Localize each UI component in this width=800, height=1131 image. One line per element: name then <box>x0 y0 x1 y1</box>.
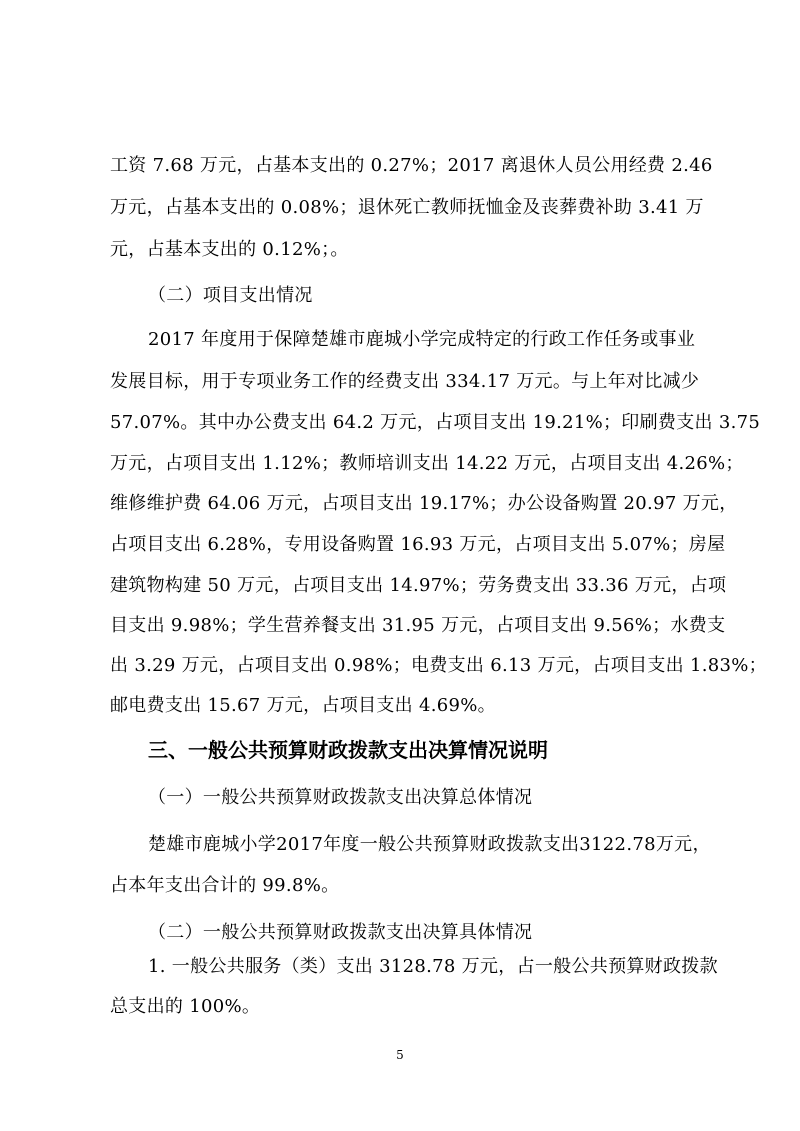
text-line: 占项目支出 6.28%，专用设备购置 16.93 万元，占项目支出 5.07%；房屋 <box>110 534 726 555</box>
text-line: 1. 一般公共服务（类）支出 3128.78 万元，占一般公共预算财政拨款 <box>148 956 718 977</box>
text-line: 总支出的 100%。 <box>110 996 261 1017</box>
text-line: 占本年支出合计的 99.8%。 <box>110 875 340 896</box>
text-line: 57.07%。其中办公费支出 64.2 万元，占项目支出 19.21%；印刷费支出 3.75 <box>110 412 761 433</box>
text-line: 万元，占项目支出 1.12%；教师培训支出 14.22 万元，占项目支出 4.26%； <box>110 453 744 474</box>
text-line: 2017 年度用于保障楚雄市鹿城小学完成特定的行政工作任务或事业 <box>148 329 696 350</box>
text-line: 建筑物构建 50 万元，占项目支出 14.97%；劳务费支出 33.36 万元，占项 <box>110 575 727 596</box>
text-line: 工资 7.68 万元，占基本支出的 0.27%；2017 离退休人员公用经费 2.46 <box>110 155 713 176</box>
page-number: 5 <box>396 1048 404 1062</box>
text-line: 发展目标，用于专项业务工作的经费支出 334.17 万元。与上年对比减少 <box>110 371 700 392</box>
text-line: 楚雄市鹿城小学2017年度一般公共预算财政拨款支出3122.78万元， <box>148 834 711 855</box>
text-line: 维修维护费 64.06 万元，占项目支出 19.17%；办公设备购置 20.97 万元， <box>110 493 738 514</box>
text-line: 出 3.29 万元，占项目支出 0.98%；电费支出 6.13 万元，占项目支出 1.83%； <box>110 655 767 676</box>
subsection-heading: （二）项目支出情况 <box>148 285 313 306</box>
text-line: 元，占基本支出的 0.12%；。 <box>110 239 349 260</box>
text-line: 目支出 9.98%；学生营养餐支出 31.95 万元，占项目支出 9.56%；水费支 <box>110 615 726 636</box>
section-heading: 三、一般公共预算财政拨款支出决算情况说明 <box>148 738 548 762</box>
text-line: 邮电费支出 15.67 万元，占项目支出 4.69%。 <box>110 695 496 716</box>
subsection-heading: （一）一般公共预算财政拨款支出决算总体情况 <box>148 787 533 808</box>
text-line: 万元，占基本支出的 0.08%；退休死亡教师抚恤金及丧葬费补助 3.41 万 <box>110 197 704 218</box>
subsection-heading: （二）一般公共预算财政拨款支出决算具体情况 <box>148 922 533 943</box>
